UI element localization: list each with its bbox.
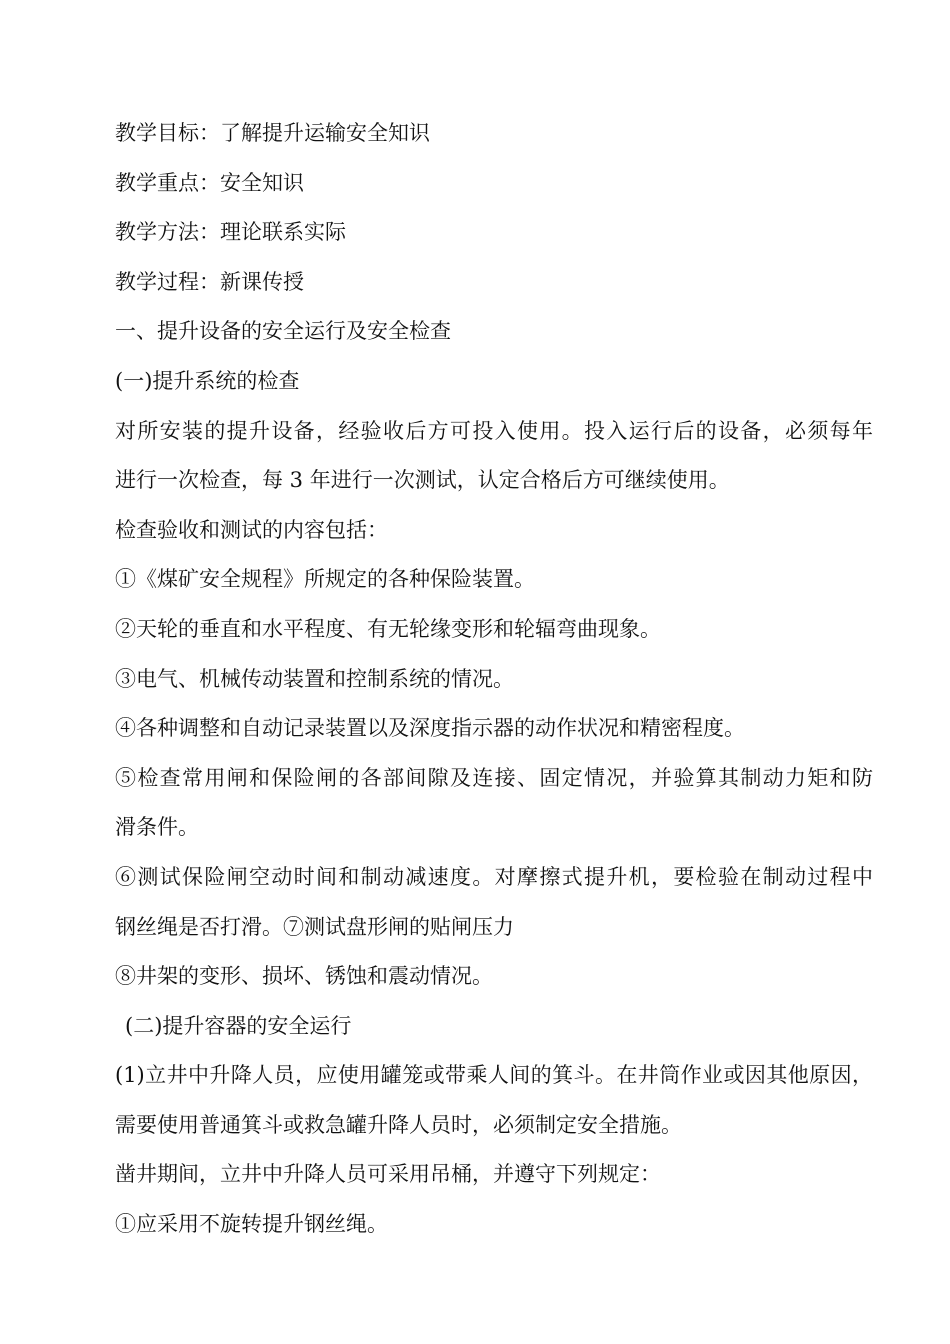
list-item: ④各种调整和自动记录装置以及深度指示器的动作状况和精密程度。 bbox=[115, 716, 745, 741]
teaching-method: 教学方法：理论联系实际 bbox=[115, 220, 346, 245]
teaching-process: 教学过程：新课传授 bbox=[115, 269, 304, 294]
list-item: ③电气、机械传动装置和控制系统的情况。 bbox=[115, 666, 514, 691]
list-item: ①《煤矿安全规程》所规定的各种保险装置。 bbox=[115, 567, 535, 592]
paragraph-line: 凿井期间，立井中升降人员可采用吊桶，并遵守下列规定： bbox=[115, 1162, 661, 1187]
list-item-continuation: 钢丝绳是否打滑。⑦测试盘形闸的贴闸压力 bbox=[115, 914, 514, 939]
paragraph-line: 进行一次检查，每 3 年进行一次测试，认定合格后方可继续使用。 bbox=[115, 468, 730, 493]
section-heading-1: 一、提升设备的安全运行及安全检查 bbox=[115, 319, 451, 344]
paragraph-line: 检查验收和测试的内容包括： bbox=[115, 517, 388, 542]
paragraph-line: 需要使用普通箕斗或救急罐升降人员时，必须制定安全措施。 bbox=[115, 1112, 682, 1137]
teaching-focus: 教学重点：安全知识 bbox=[115, 170, 304, 195]
teaching-objective: 教学目标：了解提升运输安全知识 bbox=[115, 121, 430, 145]
list-item: ②天轮的垂直和水平程度、有无轮缘变形和轮辐弯曲现象。 bbox=[115, 616, 661, 641]
list-item: ⑧井架的变形、损坏、锈蚀和震动情况。 bbox=[115, 964, 493, 989]
paragraph-line: (1)立井中升降人员，应使用罐笼或带乘人间的箕斗。在井筒作业或因其他原因， bbox=[115, 1063, 873, 1088]
list-item: ⑥测试保险闸空动时间和制动减速度。对摩擦式提升机，要检验在制动过程中 bbox=[115, 864, 873, 889]
subsection-heading-2: (二)提升容器的安全运行 bbox=[125, 1013, 352, 1038]
paragraph-line: 对所安装的提升设备，经验收后方可投入使用。投入运行后的设备，必须每年 bbox=[115, 418, 873, 443]
list-item: ①应采用不旋转提升钢丝绳。 bbox=[115, 1212, 388, 1237]
document-body bbox=[115, 109, 895, 1250]
list-item-continuation: 滑条件。 bbox=[115, 815, 199, 840]
list-item: ⑤检查常用闸和保险闸的各部间隙及连接、固定情况，并验算其制动力矩和防 bbox=[115, 765, 873, 790]
subsection-heading-1: (一)提升系统的检查 bbox=[115, 368, 300, 393]
